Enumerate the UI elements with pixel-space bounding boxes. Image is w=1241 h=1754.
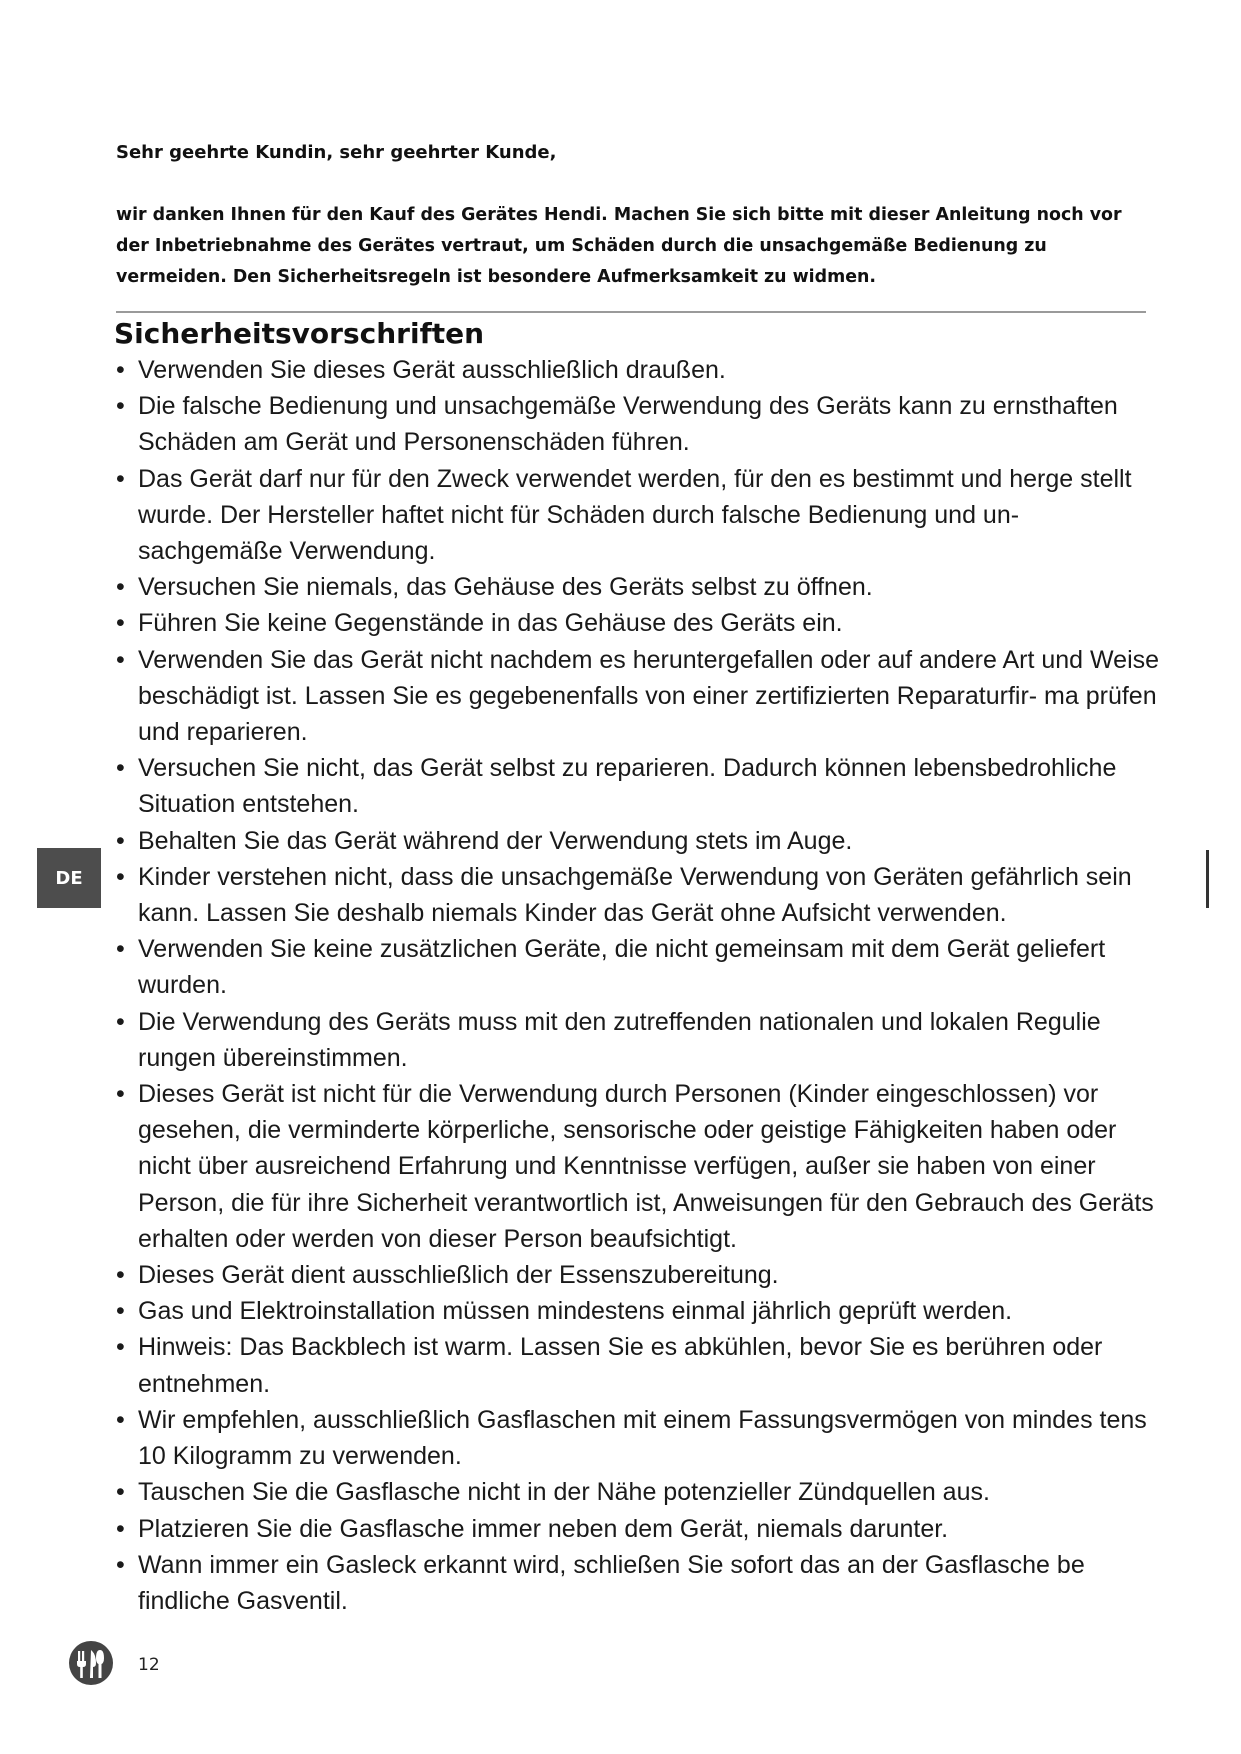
list-item-text: Versuchen Sie nicht, das Gerät selbst zu reparieren. Dadurch können lebensbedrohliche Situation entstehen. xyxy=(138,754,1117,819)
bullet-icon: • xyxy=(116,754,125,783)
list-item xyxy=(112,352,1162,388)
list-item-text: Das Gerät darf nur für den Zweck verwendet werden, für den es bestimmt und herge stellt wurde. Der Hersteller haftet nicht für Schäden durch falsche Bedienung und un- sachgemäße Verwendung. xyxy=(138,464,1132,566)
list-item-text: Dieses Gerät ist nicht für die Verwendung durch Personen (Kinder eingeschlossen) vor gesehen, die verminderte körperliche, sensorische oder geistige Fähigkeiten haben oder nicht über ausreichend Erfahrung und Kenntnisse verfügen, außer sie haben von einer Person, die für ihre Sicherheit verantwortlich ist, Anweisungen für den Gebrauch des Geräts erhalten oder werden von dieser Person beaufsichtigt. xyxy=(138,1080,1154,1253)
list-item xyxy=(112,1474,1162,1510)
list-item-text: Verwenden Sie keine zusätzlichen Geräte, die nicht gemeinsam mit dem Gerät geliefert wurden. xyxy=(138,935,1106,1000)
list-item xyxy=(112,931,1162,1003)
bullet-icon: • xyxy=(116,1514,125,1543)
list-item xyxy=(112,605,1162,641)
list-item-text: Führen Sie keine Gegenstände in das Gehäuse des Geräts ein. xyxy=(138,609,843,638)
list-item xyxy=(112,642,1162,751)
bullet-icon: • xyxy=(116,645,125,674)
list-item xyxy=(112,859,1162,931)
bullet-icon: • xyxy=(116,356,125,384)
bullet-icon: • xyxy=(116,1297,125,1326)
list-item xyxy=(112,1004,1162,1076)
list-item xyxy=(112,1547,1162,1619)
bullet-icon: • xyxy=(116,609,125,638)
list-item xyxy=(112,388,1162,460)
list-item-text: Verwenden Sie dieses Gerät ausschließlich draußen. xyxy=(138,356,726,384)
list-item xyxy=(112,569,1162,605)
list-item xyxy=(112,461,1162,570)
margin-marker xyxy=(1206,850,1209,908)
bullet-icon: • xyxy=(116,573,125,602)
bullet-icon: • xyxy=(116,1080,125,1109)
bullet-icon: • xyxy=(116,1007,125,1036)
list-item xyxy=(112,1329,1162,1401)
bullet-icon: • xyxy=(116,862,125,891)
bullet-icon: • xyxy=(116,464,125,493)
bullet-icon: • xyxy=(116,1405,125,1434)
bullet-icon: • xyxy=(116,935,125,964)
list-item-text: Kinder verstehen nicht, dass die unsachgemäße Verwendung von Geräten gefährlich sein kann. Lassen Sie deshalb niemals Kinder das Gerät ohne Aufsicht verwenden. xyxy=(138,862,1132,928)
list-item-text: Hinweis: Das Backblech ist warm. Lassen Sie es abkühlen, bevor Sie es berühren oder entnehmen. xyxy=(138,1333,1103,1398)
language-tab: DE xyxy=(37,848,101,908)
list-item xyxy=(112,1257,1162,1293)
list-item-text: Versuchen Sie niemals, das Gehäuse des Geräts selbst zu öffnen. xyxy=(138,573,873,602)
list-item-text: Platzieren Sie die Gasflasche immer neben dem Gerät, niemals darunter. xyxy=(138,1514,949,1543)
list-item-text: Tauschen Sie die Gasflasche nicht in der Nähe potenzieller Zündquellen aus. xyxy=(138,1478,990,1507)
list-item xyxy=(112,1402,1162,1474)
bullet-icon: • xyxy=(116,392,125,421)
safety-list xyxy=(112,352,1162,1619)
list-item-text: Verwenden Sie das Gerät nicht nachdem es heruntergefallen oder auf andere Art und Weise beschädigt ist. Lassen Sie es gegebenenfalls von einer zertifizierten Reparaturfir- ma prüfen und reparieren. xyxy=(138,645,1160,747)
bullet-icon: • xyxy=(116,826,125,855)
bullet-icon: • xyxy=(116,1478,125,1507)
section-divider xyxy=(116,311,1146,313)
list-item xyxy=(112,750,1162,822)
list-item xyxy=(112,823,1162,859)
bullet-icon: • xyxy=(116,1333,125,1362)
list-item-text: Behalten Sie das Gerät während der Verwendung stets im Auge. xyxy=(138,826,853,855)
bullet-icon: • xyxy=(116,1550,125,1579)
list-item-text: Wann immer ein Gasleck erkannt wird, schließen Sie sofort das an der Gasflasche be findliche Gasventil. xyxy=(138,1550,1085,1615)
list-item xyxy=(112,1076,1162,1257)
bullet-icon: • xyxy=(116,1261,125,1290)
list-item-text: Die Verwendung des Geräts muss mit den zutreffenden nationalen und lokalen Regulie rungen übereinstimmen. xyxy=(138,1007,1101,1072)
list-item-text: Gas und Elektroinstallation müssen mindestens einmal jährlich geprüft werden. xyxy=(138,1297,1013,1326)
section-title: Sicherheitsvorschriften xyxy=(114,317,485,350)
list-item xyxy=(112,1511,1162,1547)
cutlery-logo-icon xyxy=(68,1640,114,1686)
page-number: 12 xyxy=(138,1655,160,1675)
list-item xyxy=(112,1293,1162,1329)
greeting: Sehr geehrte Kundin, sehr geehrter Kunde, xyxy=(116,142,557,163)
list-item-text: Die falsche Bedienung und unsachgemäße Verwendung des Geräts kann zu ernsthaften Schäden am Gerät und Personenschäden führen. xyxy=(138,392,1118,457)
list-item-text: Dieses Gerät dient ausschließlich der Essenszubereitung. xyxy=(138,1261,779,1290)
list-item-text: Wir empfehlen, ausschließlich Gasflaschen mit einem Fassungsvermögen von mindes tens 10 Kilogramm zu verwenden. xyxy=(138,1405,1147,1471)
intro-paragraph: wir danken Ihnen für den Kauf des Gerätes Hendi. Machen Sie sich bitte mit dieser Anleitung noch vor der Inbetriebnahme des Gerätes vertraut, um Schäden durch die unsachgemäße Bedienung zu vermeiden. Den Sicherheitsregeln ist besondere Aufmerksamkeit zu widmen. xyxy=(116,205,1122,287)
